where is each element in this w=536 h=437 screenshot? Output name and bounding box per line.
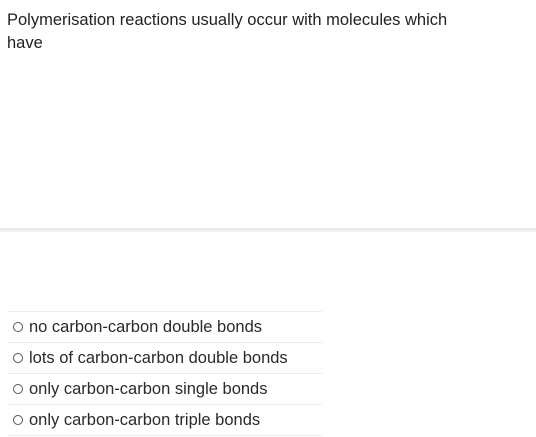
answer-option-2[interactable]	[8, 342, 322, 373]
answer-options-list	[8, 311, 322, 436]
section-divider	[0, 228, 536, 232]
answer-option-3[interactable]	[8, 373, 322, 404]
answer-option-4[interactable]	[8, 404, 322, 436]
radio-button-icon[interactable]	[13, 415, 23, 425]
radio-button-icon[interactable]	[13, 322, 23, 332]
radio-button-icon[interactable]	[13, 353, 23, 363]
answer-option-label: lots of carbon-carbon double bonds	[29, 348, 288, 367]
answer-option-1[interactable]	[8, 311, 322, 342]
question-text: Polymerisation reactions usually occur with molecules which have	[7, 11, 448, 52]
radio-button-icon[interactable]	[13, 384, 23, 394]
answer-option-label: no carbon-carbon double bonds	[29, 317, 263, 336]
answer-option-label: only carbon-carbon single bonds	[29, 379, 268, 398]
answer-option-label: only carbon-carbon triple bonds	[29, 410, 261, 429]
